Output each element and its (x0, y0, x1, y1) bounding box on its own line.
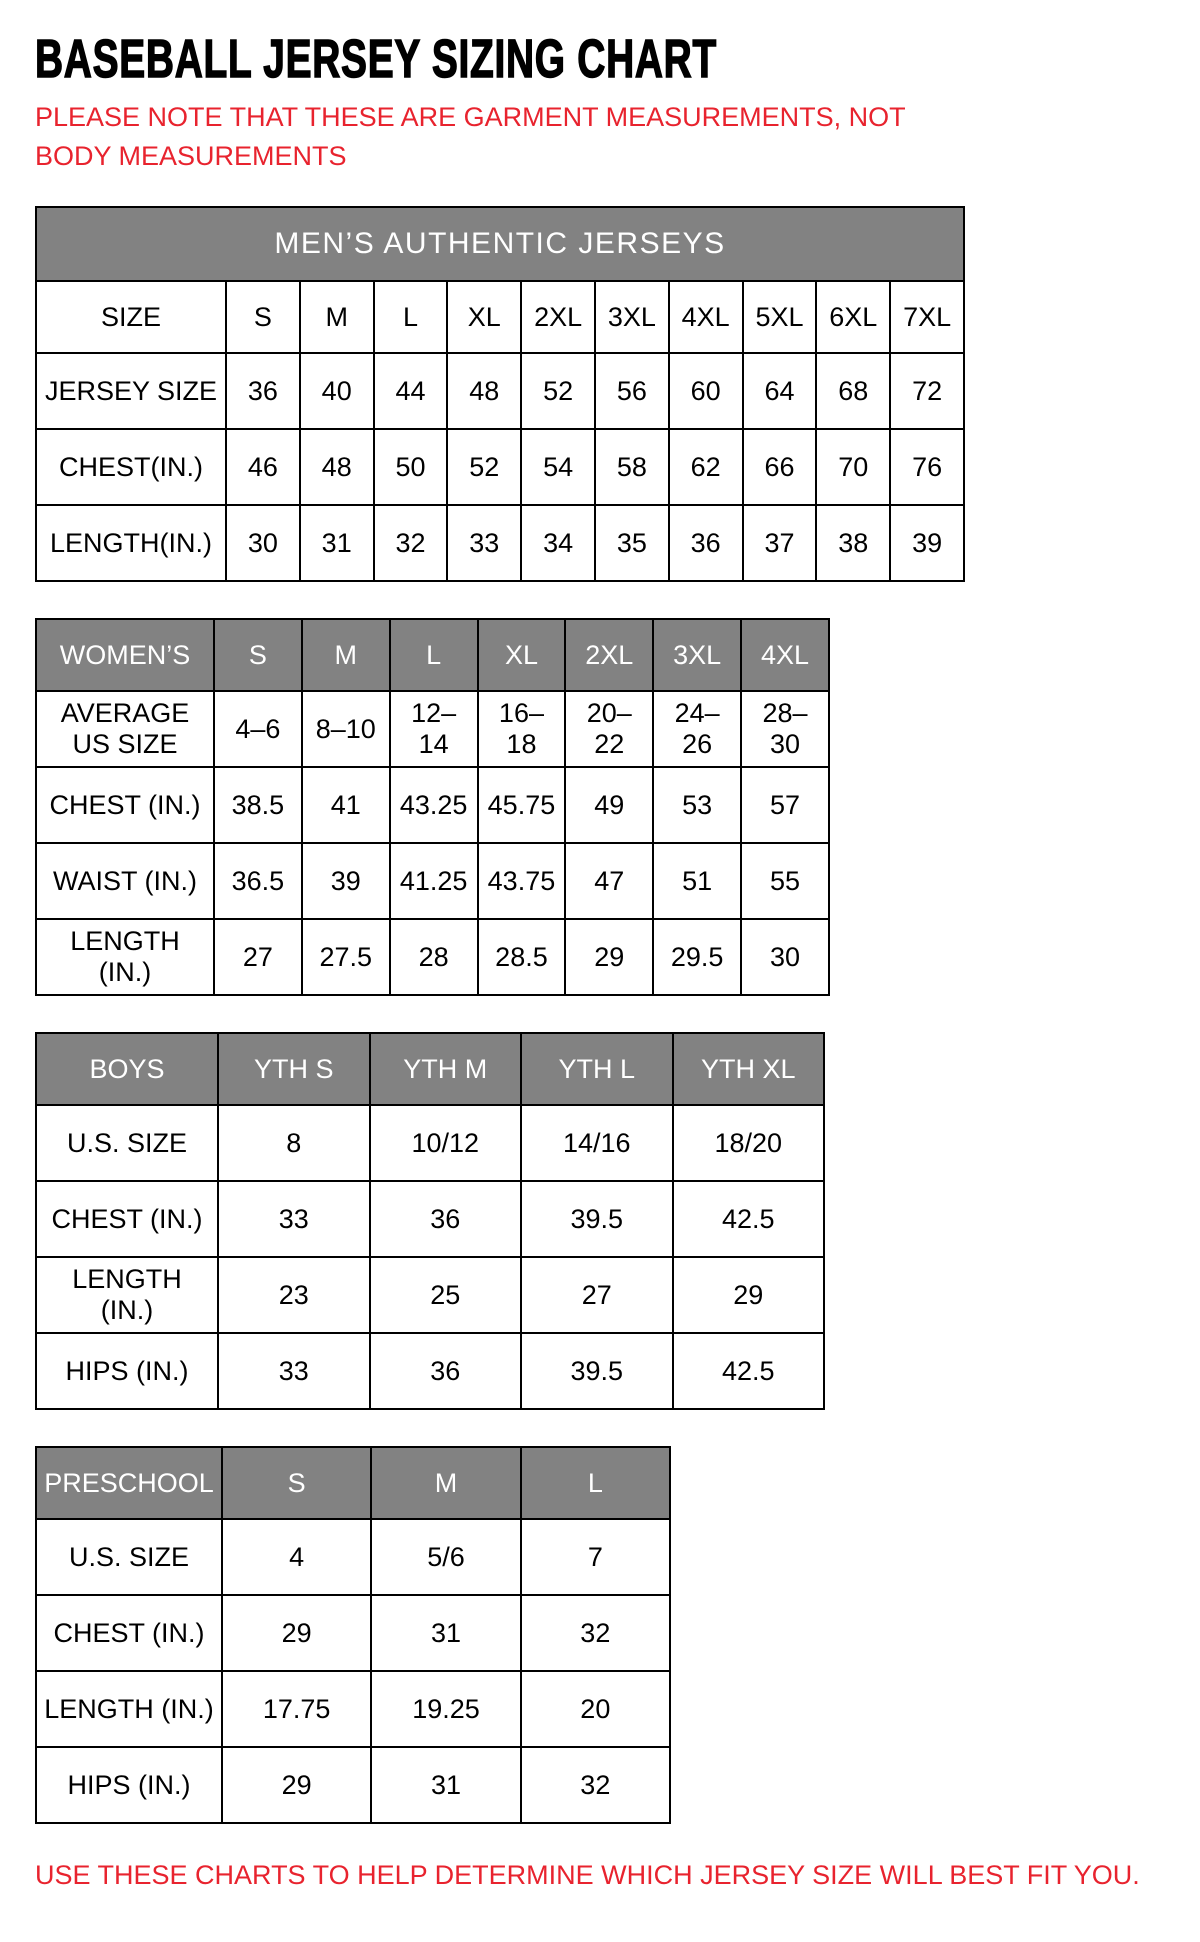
womens-value: 30 (741, 919, 829, 995)
boys-value: 27 (521, 1257, 673, 1333)
boys-row (36, 1181, 824, 1257)
preschool-value: 31 (371, 1747, 520, 1823)
preschool-value: 29 (222, 1595, 371, 1671)
mens-authentic-jerseys-header-row (36, 281, 964, 353)
womens-row (36, 843, 829, 919)
womens-value: 41 (302, 767, 390, 843)
boys-row (36, 1333, 824, 1409)
mens-authentic-jerseys-value: 33 (447, 505, 521, 581)
womens-value: 39 (302, 843, 390, 919)
boys-row (36, 1105, 824, 1181)
womens-value: 27 (214, 919, 302, 995)
womens-row (36, 919, 829, 995)
mens-authentic-jerseys-value: 46 (226, 429, 300, 505)
mens-authentic-jerseys-col-header: 3XL (595, 281, 669, 353)
womens-value: 51 (653, 843, 741, 919)
mens-authentic-jerseys-value: 58 (595, 429, 669, 505)
preschool-value: 19.25 (371, 1671, 520, 1747)
womens-row-label: WAIST (IN.) (36, 843, 214, 919)
womens-value: 47 (565, 843, 653, 919)
boys-header-row (36, 1033, 824, 1105)
preschool-header-label: PRESCHOOL (36, 1447, 222, 1519)
mens-authentic-jerseys-value: 66 (743, 429, 817, 505)
mens-authentic-jerseys-value: 70 (816, 429, 890, 505)
mens-authentic-jerseys-value: 35 (595, 505, 669, 581)
boys-value: 39.5 (521, 1333, 673, 1409)
womens-value: 43.25 (390, 767, 478, 843)
preschool-value: 32 (521, 1595, 670, 1671)
garment-measurement-note: PLEASE NOTE THAT THESE ARE GARMENT MEASUREMENTS, NOT BODY MEASUREMENTS (35, 102, 906, 172)
boys-value: 10/12 (370, 1105, 522, 1181)
mens-authentic-jerseys-row (36, 429, 964, 505)
mens-authentic-jerseys-col-header: 5XL (743, 281, 817, 353)
boys-value: 14/16 (521, 1105, 673, 1181)
boys-value: 8 (218, 1105, 370, 1181)
mens-authentic-jerseys-value: 36 (669, 505, 743, 581)
preschool-value: 31 (371, 1595, 520, 1671)
boys-value: 23 (218, 1257, 370, 1333)
womens-value: 16–18 (478, 691, 566, 767)
mens-authentic-jerseys-col-header: 4XL (669, 281, 743, 353)
womens-header-row (36, 619, 829, 691)
womens-row (36, 691, 829, 767)
mens-authentic-jerseys-value: 34 (521, 505, 595, 581)
womens-col-header: L (390, 619, 478, 691)
boys-sizing-table (35, 1032, 825, 1410)
preschool-value: 32 (521, 1747, 670, 1823)
womens-col-header: S (214, 619, 302, 691)
womens-value: 29.5 (653, 919, 741, 995)
boys-row-label: HIPS (IN.) (36, 1333, 218, 1409)
boys-row-label: U.S. SIZE (36, 1105, 218, 1181)
mens-sizing-table (35, 206, 965, 582)
preschool-value: 5/6 (371, 1519, 520, 1595)
boys-col-header: YTH L (521, 1033, 673, 1105)
boys-col-header: YTH M (370, 1033, 522, 1105)
boys-header-label: BOYS (36, 1033, 218, 1105)
womens-value: 12–14 (390, 691, 478, 767)
mens-authentic-jerseys-value: 56 (595, 353, 669, 429)
mens-authentic-jerseys-col-header: 7XL (890, 281, 964, 353)
mens-authentic-jerseys-header-label: SIZE (36, 281, 226, 353)
boys-value: 25 (370, 1257, 522, 1333)
boys-value: 42.5 (673, 1181, 825, 1257)
mens-authentic-jerseys-row-label: CHEST(IN.) (36, 429, 226, 505)
mens-authentic-jerseys-value: 38 (816, 505, 890, 581)
preschool-row-label: U.S. SIZE (36, 1519, 222, 1595)
boys-row-label: LENGTH (IN.) (36, 1257, 218, 1333)
womens-header-label: WOMEN’S (36, 619, 214, 691)
mens-authentic-jerseys-col-header: XL (447, 281, 521, 353)
mens-authentic-jerseys-row-label: JERSEY SIZE (36, 353, 226, 429)
mens-authentic-jerseys-row (36, 505, 964, 581)
womens-value: 53 (653, 767, 741, 843)
womens-value: 28.5 (478, 919, 566, 995)
mens-authentic-jerseys-value: 52 (521, 353, 595, 429)
mens-authentic-jerseys-value: 64 (743, 353, 817, 429)
womens-col-header: M (302, 619, 390, 691)
mens-authentic-jerseys-col-header: 6XL (816, 281, 890, 353)
preschool-col-header: L (521, 1447, 670, 1519)
mens-authentic-jerseys-value: 48 (447, 353, 521, 429)
preschool-row-label: LENGTH (IN.) (36, 1671, 222, 1747)
boys-value: 36 (370, 1333, 522, 1409)
boys-col-header: YTH S (218, 1033, 370, 1105)
boys-value: 33 (218, 1181, 370, 1257)
boys-value: 29 (673, 1257, 825, 1333)
womens-value: 55 (741, 843, 829, 919)
womens-value: 29 (565, 919, 653, 995)
womens-value: 45.75 (478, 767, 566, 843)
womens-col-header: 3XL (653, 619, 741, 691)
preschool-value: 20 (521, 1671, 670, 1747)
mens-authentic-jerseys-value: 31 (300, 505, 374, 581)
preschool-row (36, 1519, 670, 1595)
mens-authentic-jerseys-value: 32 (374, 505, 448, 581)
mens-authentic-jerseys-value: 50 (374, 429, 448, 505)
boys-value: 18/20 (673, 1105, 825, 1181)
boys-value: 36 (370, 1181, 522, 1257)
womens-row-label: AVERAGE US SIZE (36, 691, 214, 767)
preschool-row (36, 1595, 670, 1671)
preschool-col-header: S (222, 1447, 371, 1519)
mens-authentic-jerseys-col-header: L (374, 281, 448, 353)
womens-value: 4–6 (214, 691, 302, 767)
preschool-row (36, 1747, 670, 1823)
mens-authentic-jerseys-value: 36 (226, 353, 300, 429)
womens-row (36, 767, 829, 843)
womens-row-label: LENGTH (IN.) (36, 919, 214, 995)
preschool-value: 4 (222, 1519, 371, 1595)
womens-value: 24–26 (653, 691, 741, 767)
womens-value: 43.75 (478, 843, 566, 919)
mens-authentic-jerseys-value: 40 (300, 353, 374, 429)
mens-authentic-jerseys-col-header: 2XL (521, 281, 595, 353)
boys-row-label: CHEST (IN.) (36, 1181, 218, 1257)
mens-authentic-jerseys-value: 76 (890, 429, 964, 505)
womens-row-label: CHEST (IN.) (36, 767, 214, 843)
womens-value: 28–30 (741, 691, 829, 767)
womens-value: 20–22 (565, 691, 653, 767)
boys-col-header: YTH XL (673, 1033, 825, 1105)
preschool-row-label: CHEST (IN.) (36, 1595, 222, 1671)
preschool-value: 17.75 (222, 1671, 371, 1747)
womens-sizing-table (35, 618, 830, 996)
boys-value: 39.5 (521, 1181, 673, 1257)
preschool-row (36, 1671, 670, 1747)
mens-authentic-jerseys-value: 68 (816, 353, 890, 429)
mens-authentic-jerseys-value: 48 (300, 429, 374, 505)
womens-value: 41.25 (390, 843, 478, 919)
womens-col-header: 4XL (741, 619, 829, 691)
womens-value: 28 (390, 919, 478, 995)
womens-value: 38.5 (214, 767, 302, 843)
preschool-header-row (36, 1447, 670, 1519)
preschool-value: 7 (521, 1519, 670, 1595)
womens-value: 36.5 (214, 843, 302, 919)
womens-col-header: XL (478, 619, 566, 691)
mens-authentic-jerseys-value: 60 (669, 353, 743, 429)
page-title: BASEBALL JERSEY SIZING CHART (35, 29, 717, 89)
mens-authentic-jerseys-value: 72 (890, 353, 964, 429)
mens-authentic-jerseys-value: 44 (374, 353, 448, 429)
footer-note: USE THESE CHARTS TO HELP DETERMINE WHICH JERSEY SIZE WILL BEST FIT YOU. (35, 1860, 1140, 1891)
mens-authentic-jerseys-value: 54 (521, 429, 595, 505)
womens-value: 49 (565, 767, 653, 843)
boys-value: 33 (218, 1333, 370, 1409)
mens-authentic-jerseys-row-label: LENGTH(IN.) (36, 505, 226, 581)
mens-authentic-jerseys-value: 37 (743, 505, 817, 581)
womens-value: 8–10 (302, 691, 390, 767)
preschool-row-label: HIPS (IN.) (36, 1747, 222, 1823)
mens-authentic-jerseys-value: 30 (226, 505, 300, 581)
mens-authentic-jerseys-value: 62 (669, 429, 743, 505)
mens-authentic-jerseys-value: 52 (447, 429, 521, 505)
womens-value: 57 (741, 767, 829, 843)
womens-col-header: 2XL (565, 619, 653, 691)
boys-value: 42.5 (673, 1333, 825, 1409)
mens-authentic-jerseys-value: 39 (890, 505, 964, 581)
womens-value: 27.5 (302, 919, 390, 995)
mens-authentic-jerseys-col-header: M (300, 281, 374, 353)
mens-authentic-jerseys-banner: MEN’S AUTHENTIC JERSEYS (36, 207, 964, 281)
mens-authentic-jerseys-row (36, 353, 964, 429)
preschool-sizing-table (35, 1446, 671, 1824)
mens-authentic-jerseys-col-header: S (226, 281, 300, 353)
boys-row (36, 1257, 824, 1333)
preschool-col-header: M (371, 1447, 520, 1519)
preschool-value: 29 (222, 1747, 371, 1823)
